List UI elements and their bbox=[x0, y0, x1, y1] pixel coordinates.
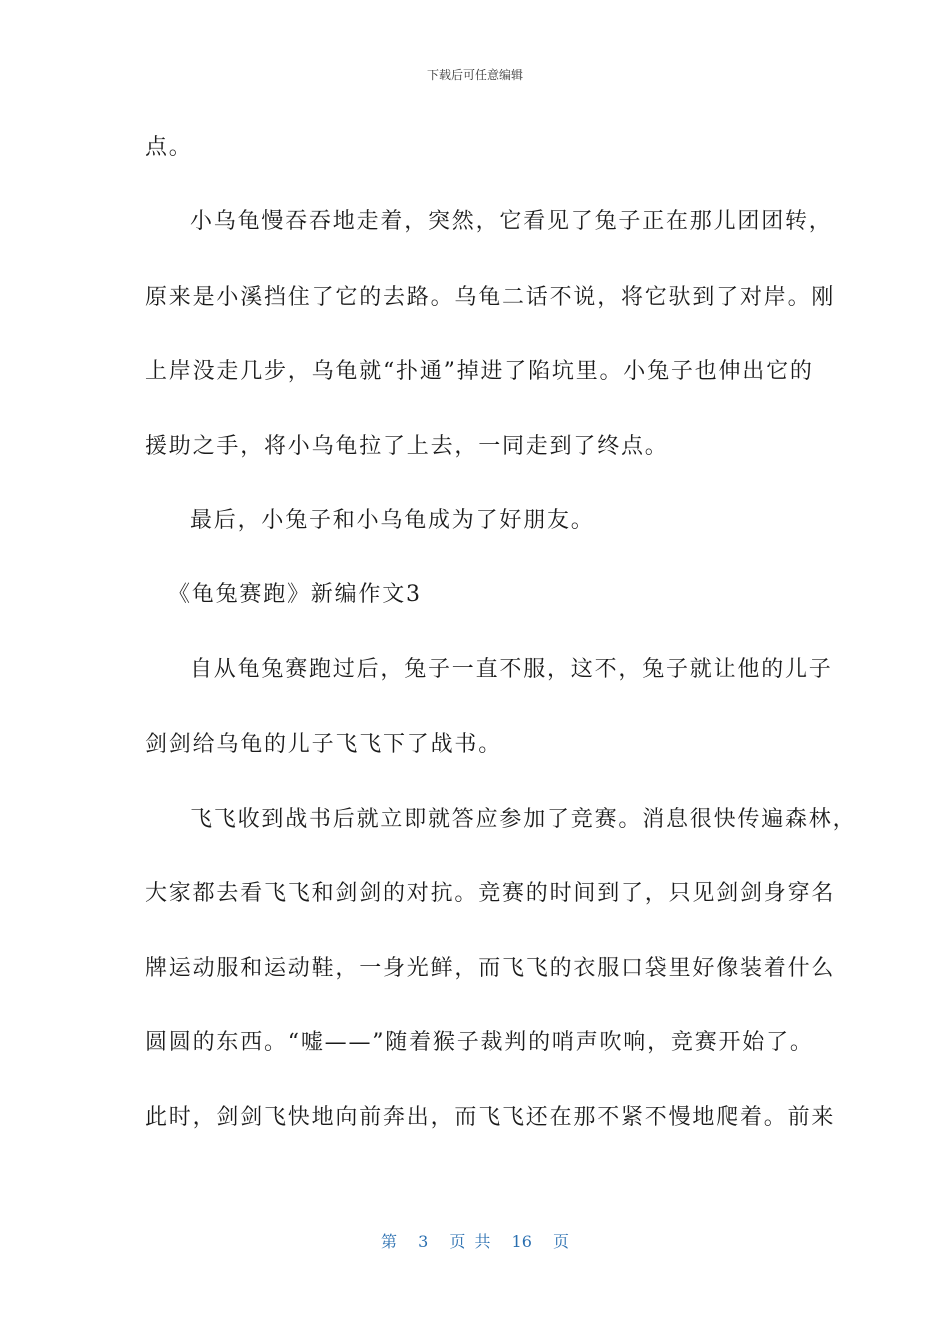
footer-label-page: 第 bbox=[380, 1232, 397, 1251]
body-line: 剑剑给乌龟的儿子飞飞下了战书。 bbox=[145, 732, 503, 757]
body-line: 上岸没走几步，乌龟就“扑通”掉进了陷坑里。小兔子也伸出它的 bbox=[145, 359, 814, 384]
body-line: 飞飞收到战书后就立即就答应参加了竞赛。消息很快传遍森林， bbox=[190, 807, 857, 832]
page-header: 下载后可任意编辑 bbox=[426, 68, 523, 82]
body-line: 点。 bbox=[145, 135, 193, 160]
body-line: 援助之手，将小乌龟拉了上去，一同走到了终点。 bbox=[145, 434, 669, 459]
footer-label-end: 页 bbox=[553, 1232, 570, 1251]
footer-label-total: 页 共 bbox=[449, 1232, 491, 1251]
body-line: 圆圆的东西。“嘘——”随着猴子裁判的哨声吹响，竞赛开始了。 bbox=[145, 1030, 814, 1055]
footer-current-page: 3 bbox=[418, 1232, 429, 1251]
body-line: 大家都去看飞飞和剑剑的对抗。竞赛的时间到了，只见剑剑身穿名 bbox=[145, 881, 836, 906]
body-line: 原来是小溪挡住了它的去路。乌龟二话不说，将它驮到了对岸。刚 bbox=[145, 285, 836, 310]
body-line: 自从龟兔赛跑过后，兔子一直不服，这不，兔子就让他的儿子 bbox=[190, 657, 833, 682]
footer-total-pages: 16 bbox=[511, 1232, 532, 1251]
page-footer bbox=[0, 1229, 950, 1252]
section-title: 《龟兔赛跑》新编作文3 bbox=[168, 582, 422, 607]
body-line: 小乌龟慢吞吞地走着，突然，它看见了兔子正在那儿团团转， bbox=[190, 209, 833, 234]
body-line: 最后，小兔子和小乌龟成为了好朋友。 bbox=[190, 508, 595, 533]
body-line: 牌运动服和运动鞋，一身光鲜，而飞飞的衣服口袋里好像装着什么 bbox=[145, 956, 836, 981]
body-line: 此时，剑剑飞快地向前奔出，而飞飞还在那不紧不慢地爬着。前来 bbox=[145, 1105, 836, 1130]
